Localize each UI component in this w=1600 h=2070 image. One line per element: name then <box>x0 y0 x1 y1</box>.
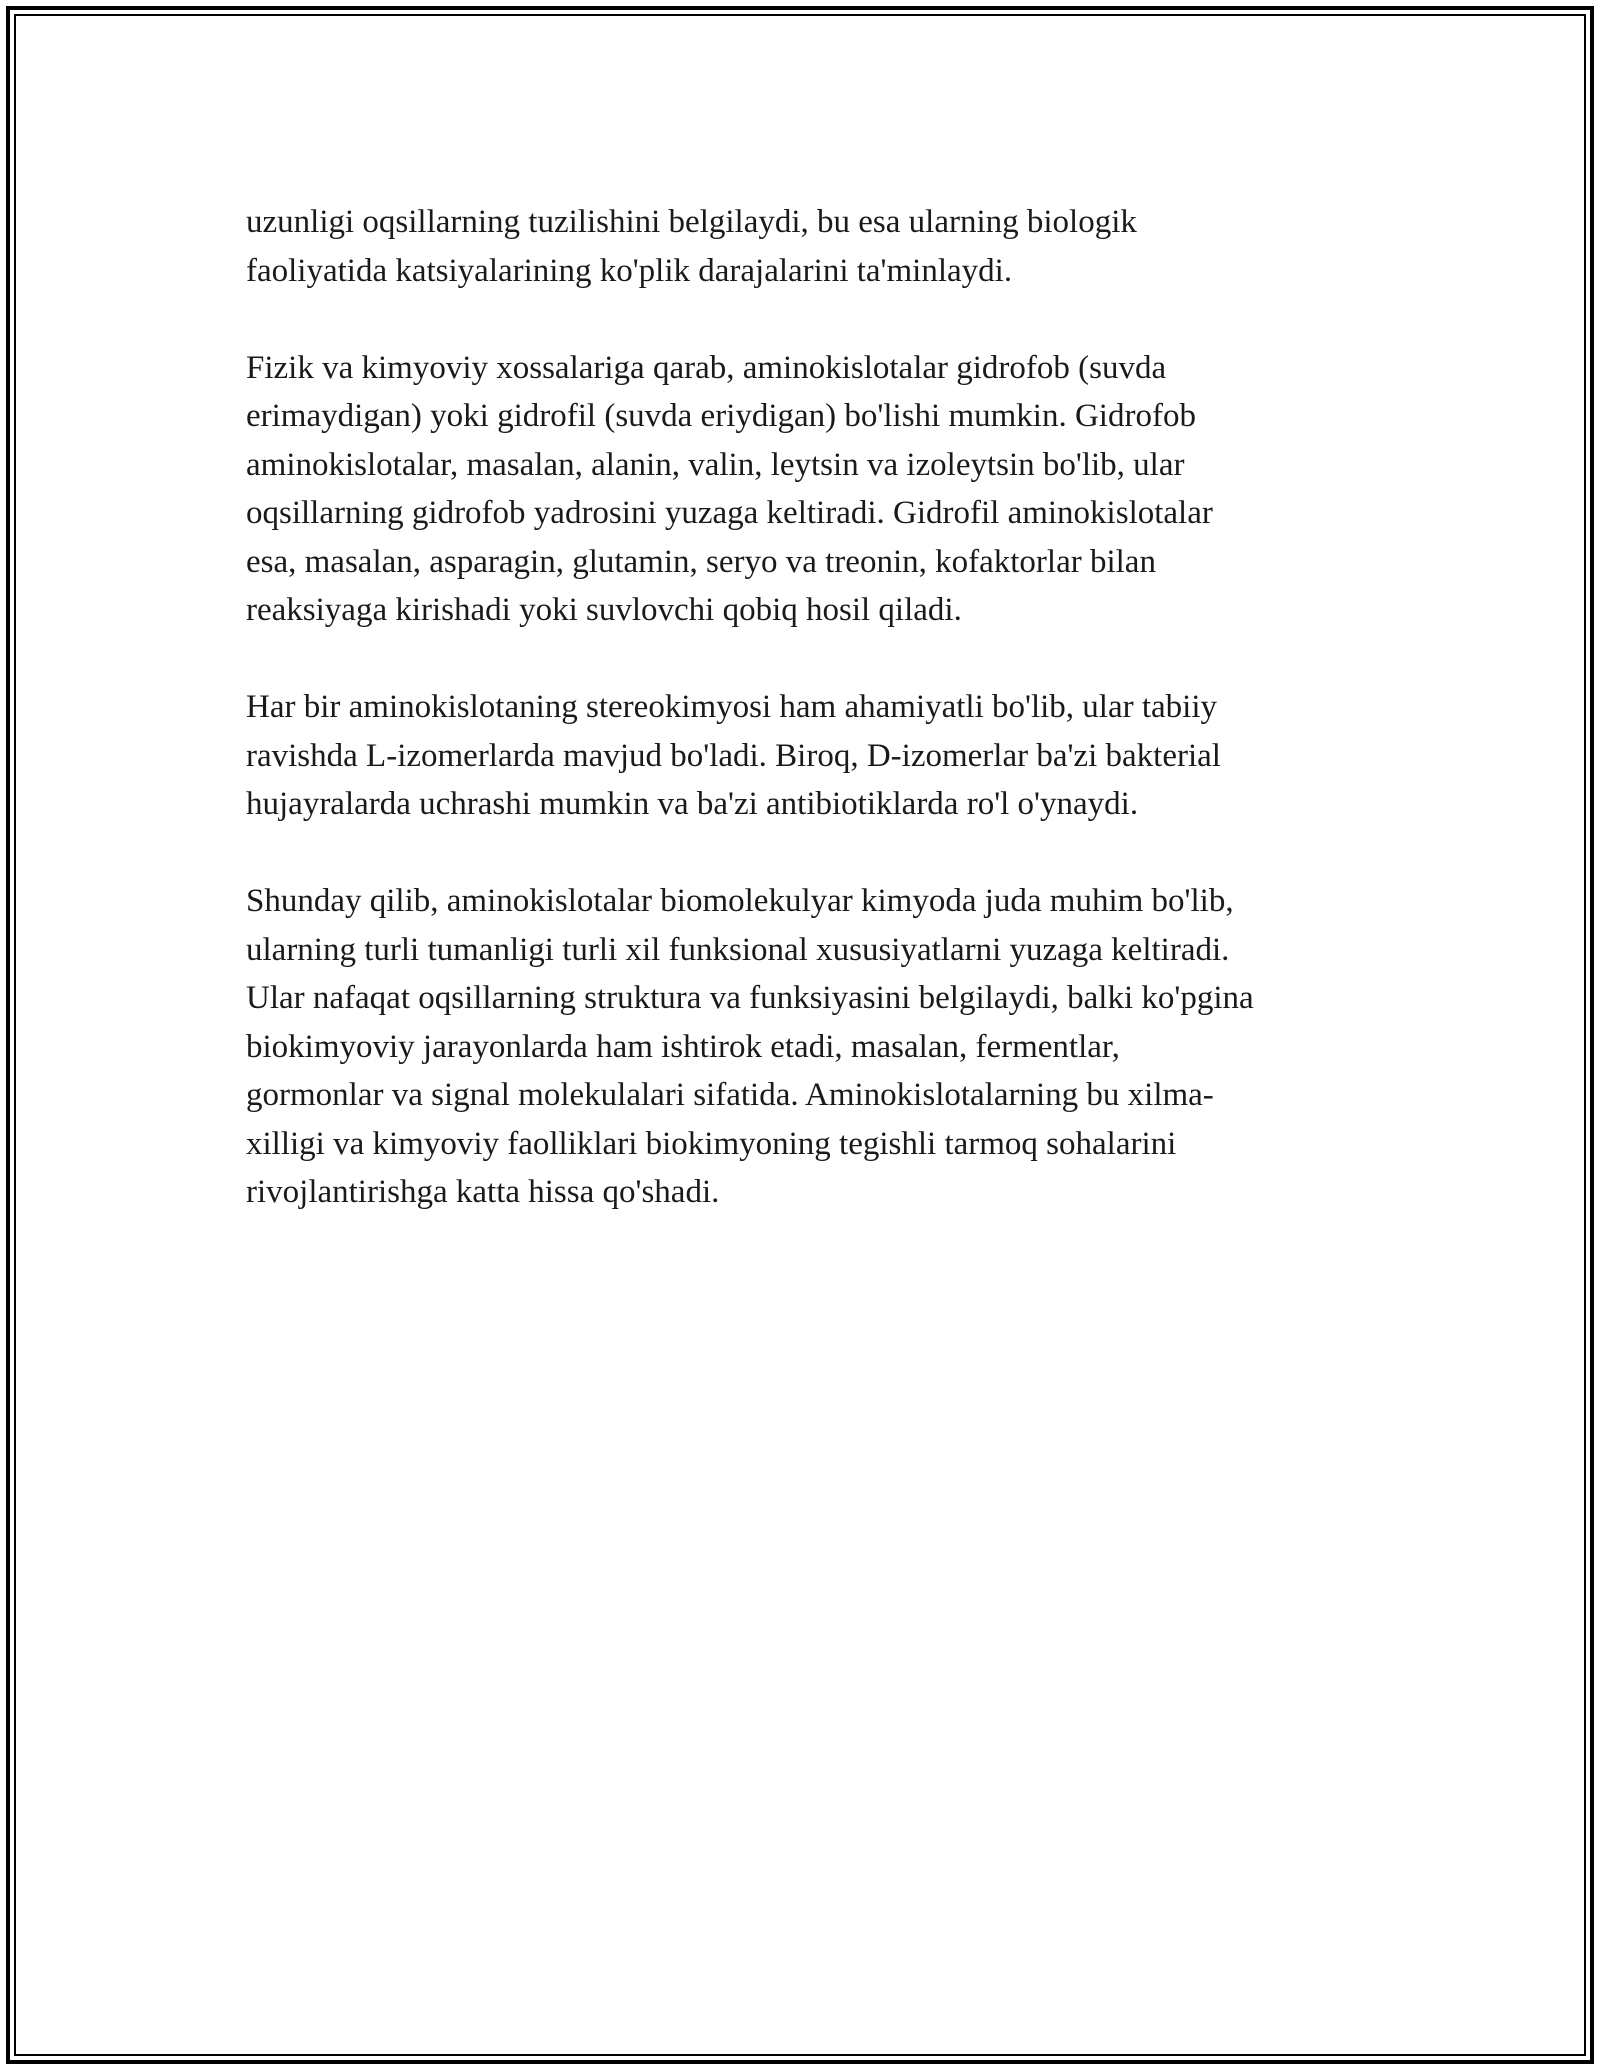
text-line: reaksiyaga kirishadi yoki suvlovchi qobiq hosil qiladi. <box>246 592 962 628</box>
text-line: Fizik va kimyoviy xossalariga qarab, aminokislotalar gidrofob (suvda <box>246 349 1167 386</box>
text-line: hujayralarda uchrashi mumkin va ba'zi antibiotiklarda ro'l o'ynaydi. <box>246 786 1139 822</box>
text-line: oqsillarning gidrofob yadrosini yuzaga keltiradi. Gidrofil aminokislotalar <box>246 495 1213 531</box>
text-line: erimaydigan) yoki gidrofil (suvda eriydigan) bo'lishi mumkin. Gidrofob <box>246 398 1196 434</box>
paragraph <box>246 344 1376 635</box>
text-line: esa, masalan, asparagin, glutamin, seryo va treonin, kofaktorlar bilan <box>246 543 1156 580</box>
page-frame <box>6 6 1594 2064</box>
text-line: aminokislotalar, masalan, alanin, valin, leytsin va izoleytsin bo'lib, ular <box>246 446 1185 483</box>
text-line: faoliyatida katsiyalarining ko'plik darajalarini ta'minlaydi. <box>246 252 1013 289</box>
text-line: Shunday qilib, aminokislotalar biomolekulyar kimyoda juda muhim bo'lib, <box>246 883 1234 919</box>
text-line: ravishda L-izomerlarda mavjud bo'ladi. Biroq, D-izomerlar ba'zi bakterial <box>246 737 1221 774</box>
paragraph <box>246 683 1376 829</box>
text-line: ularning turli tumanligi turli xil funksional xususiyatlarni yuzaga keltiradi. <box>246 931 1230 968</box>
text-line: uzunligi oqsillarning tuzilishini belgilaydi, bu esa ularning biologik <box>246 204 1137 240</box>
paragraph <box>246 198 1376 295</box>
page-content <box>246 198 1376 1265</box>
text-line: biokimyoviy jarayonlarda ham ishtirok etadi, masalan, fermentlar, <box>246 1028 1120 1065</box>
text-line: gormonlar va signal molekulalari sifatida. Aminokislotalarning bu xilma- <box>246 1077 1214 1113</box>
text-line: xilligi va kimyoviy faolliklari biokimyoning tegishli tarmoq sohalarini <box>246 1125 1177 1162</box>
text-line: Ular nafaqat oqsillarning struktura va funksiyasini belgilaydi, balki ko'pgina <box>246 980 1254 1016</box>
text-line: Har bir aminokislotaning stereokimyosi ham ahamiyatli bo'lib, ular tabiiy <box>246 689 1218 725</box>
text-line: rivojlantirishga katta hissa qo'shadi. <box>246 1174 720 1210</box>
paragraph <box>246 877 1376 1217</box>
